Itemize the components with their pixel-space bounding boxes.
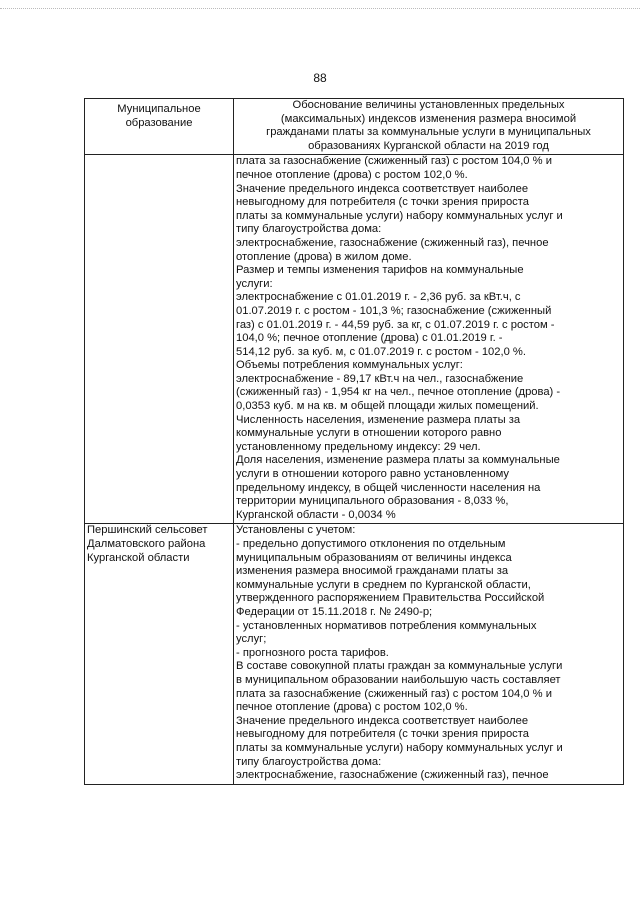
text-line: Доля населения, изменение размера платы за коммунальные <box>236 454 560 467</box>
text-line: В составе совокупной платы граждан за коммунальные услуги <box>236 660 563 673</box>
text-line: - установленных нормативов потребления коммунальных <box>236 619 537 632</box>
text-line: печное отопление (дрова) с ростом 102,0 %. <box>236 701 468 714</box>
scan-top-border <box>0 8 640 9</box>
text-line: платы за коммунальные услуги) набору коммунальных услуг и <box>236 209 563 222</box>
text-line: изменения размера вносимой гражданами платы за <box>236 565 509 578</box>
text-line: утвержденного распоряжением Правительства Российской <box>236 592 545 605</box>
text-line: установленному предельному индексу: 29 чел. <box>236 440 481 453</box>
text-line: Численность населения, изменение размера платы за <box>236 413 521 426</box>
text-line: Установлены с учетом: <box>236 524 356 537</box>
text-line: услуги: <box>236 277 273 290</box>
text-line: муниципальным образованиям от величины индекса <box>236 551 512 564</box>
tariff-table <box>84 98 624 785</box>
text-line: электроснабжение, газоснабжение (сжиженный газ), печное <box>236 236 549 249</box>
table-row <box>85 524 624 784</box>
cell-municipality <box>85 524 234 784</box>
text-line: 104,0 %; печное отопление (дрова) с 01.01.2019 г. - <box>236 332 503 345</box>
text-line: электроснабжение, газоснабжение (сжиженный газ), печное <box>236 769 549 782</box>
text-line: услуги в отношении которого равно установленному <box>236 468 509 481</box>
text-line: платы за коммунальные услуги) набору коммунальных услуг и <box>236 741 563 754</box>
text-line: электроснабжение с 01.01.2019 г. - 2,36 руб. за кВт.ч, с <box>236 291 521 304</box>
text-line: электроснабжение - 89,17 кВт.ч на чел., газоснабжение <box>236 372 524 385</box>
cell-justification <box>234 155 624 524</box>
text-line: Значение предельного индекса соответствует наиболее <box>236 182 529 195</box>
text-line: Курганской области <box>87 551 190 564</box>
cell-municipality <box>85 155 234 524</box>
text-line: предельному индексу, в общей численности населения на <box>236 481 541 494</box>
table-row <box>85 155 624 524</box>
text-line: невыгодному для потребителя (с точки зрения прироста <box>236 196 529 209</box>
page-number: 88 <box>313 71 327 85</box>
text-line: отопление (дрова) в жилом доме. <box>236 250 412 263</box>
text-line: печное отопление (дрова) с ростом 102,0 %. <box>236 168 468 181</box>
text-line: Курганской области - 0,0034 % <box>236 508 396 521</box>
text-line: - предельно допустимого отклонения по отдельным <box>236 538 506 550</box>
text-line: Далматовского района <box>87 538 206 550</box>
text-line: гражданами платы за коммунальные услуги в муниципальных <box>266 126 591 139</box>
text-line: Обоснование величины установленных предельных <box>292 99 565 111</box>
text-line: Муниципальное <box>117 103 201 115</box>
text-line: Першинский сельсовет <box>87 524 208 537</box>
text-line: Значение предельного индекса соответствует наиболее <box>236 714 529 727</box>
header-municipality <box>85 99 234 155</box>
text-line: Размер и темпы изменения тарифов на коммунальные <box>236 264 524 277</box>
text-line: - прогнозного роста тарифов. <box>236 646 389 659</box>
text-line: образование <box>125 116 193 129</box>
text-line: невыгодному для потребителя (с точки зрения прироста <box>236 728 529 741</box>
text-line: (сжиженный газ) - 1,954 кг на чел., печное отопление (дрова) - <box>236 386 561 399</box>
text-line: 514,12 руб. за куб. м, с 01.07.2019 г. с ростом - 102,0 %. <box>236 345 526 358</box>
text-line: типу благоустройства дома: <box>236 755 382 768</box>
text-line: плата за газоснабжение (сжиженный газ) с ростом 104,0 % и <box>236 687 552 700</box>
text-line: коммунальные услуги в отношении которого равно <box>236 427 502 440</box>
text-line: плата за газоснабжение (сжиженный газ) с ростом 104,0 % и <box>236 155 552 168</box>
text-line: территории муниципального образования - 8,033 %, <box>236 495 509 508</box>
text-line: коммунальные услуги в среднем по Курганской области, <box>236 578 531 591</box>
text-line: 0,0353 куб. м на кв. м общей площади жилых помещений. <box>236 400 539 413</box>
text-line: образованиях Курганской области на 2019 год <box>308 139 549 152</box>
text-line: Федерации от 15.11.2018 г. № 2490-р; <box>236 605 433 618</box>
header-justification <box>234 99 624 155</box>
text-line: Объемы потребления коммунальных услуг: <box>236 359 463 372</box>
text-line: (максимальных) индексов изменения размера вносимой <box>280 112 577 125</box>
text-line: услуг; <box>236 633 267 646</box>
cell-justification <box>234 524 624 784</box>
text-line: типу благоустройства дома: <box>236 223 382 236</box>
text-line: 01.07.2019 г. с ростом - 101,3 %; газоснабжение (сжиженный <box>236 304 552 317</box>
text-line: газ) с 01.01.2019 г. - 44,59 руб. за кг, с 01.07.2019 г. с ростом - <box>236 318 555 331</box>
text-line: в муниципальном образовании наибольшую часть составляет <box>236 673 561 686</box>
table-header-row <box>85 99 624 155</box>
